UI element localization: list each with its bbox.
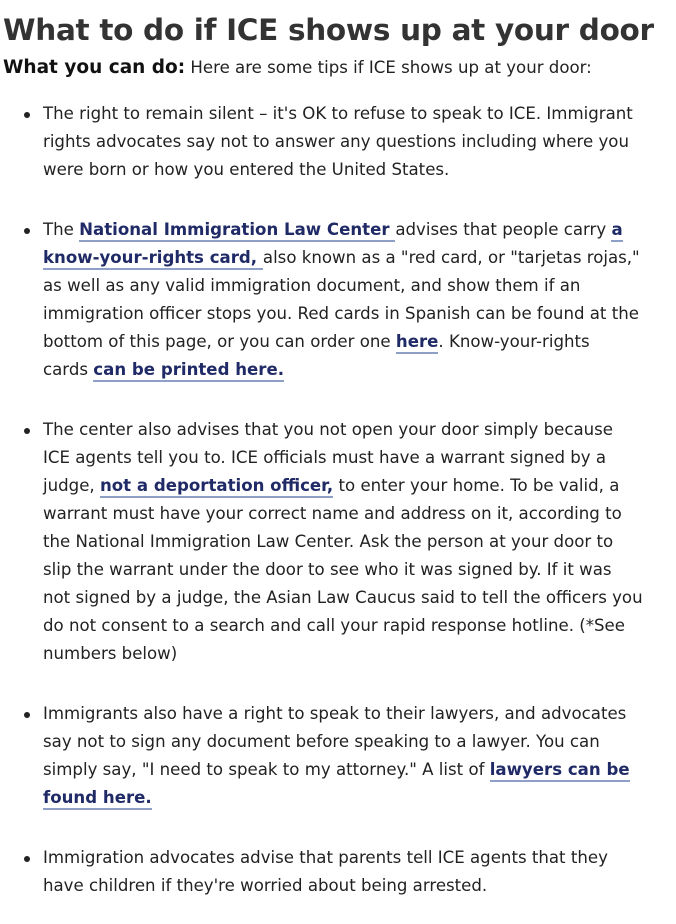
list-item-lawyers	[3, 700, 676, 812]
tip-text: . Know-your-rights	[438, 332, 590, 351]
tip-line	[43, 472, 672, 500]
tip-line	[43, 756, 672, 784]
tip-line: have children if they're worried about being arrested.	[43, 876, 488, 895]
tip-line: rights advocates say not to answer any questions including where you	[43, 132, 629, 151]
list-item-red-card	[3, 216, 676, 384]
tip-line: numbers below)	[43, 644, 178, 663]
tip-line: not signed by a judge, the Asian Law Caucus said to tell the officers you	[43, 588, 643, 607]
order-red-card-here-link[interactable]: here	[396, 332, 439, 354]
know-your-rights-card-link[interactable]: know-your-rights card,	[43, 248, 263, 270]
tip-line: The right to remain silent – it's OK to refuse to speak to ICE. Immigrant	[43, 104, 633, 123]
list-item-children	[3, 844, 676, 900]
lede-text: Here are some tips if ICE shows up at your door:	[190, 58, 592, 77]
bullet-dot	[24, 712, 30, 718]
tip-line: the National Immigration Law Center. Ask the person at your door to	[43, 532, 614, 551]
tip-line	[43, 356, 672, 384]
know-your-rights-card-link[interactable]: a	[611, 220, 622, 242]
tip-text: advises that people carry	[395, 220, 612, 239]
tip-line: were born or how you entered the United States.	[43, 160, 450, 179]
tip-line: say not to sign any document before speaking to a lawyer. You can	[43, 732, 600, 751]
nilc-link[interactable]: National Immigration Law Center	[79, 220, 395, 242]
tip-line	[43, 244, 672, 272]
tip-line	[43, 328, 672, 356]
bullet-dot	[24, 428, 30, 434]
tip-line: Immigration advocates advise that parents tell ICE agents that they	[43, 848, 608, 867]
list-item-warrant	[3, 416, 676, 668]
tip-line: Immigrants also have a right to speak to their lawyers, and advocates	[43, 704, 627, 723]
list-item-remain-silent	[3, 100, 676, 184]
lede	[3, 54, 676, 82]
tips-list	[3, 100, 676, 900]
article-title: What to do if ICE shows up at your door	[3, 13, 654, 47]
tip-line: slip the warrant under the door to see who it was signed by. If it was	[43, 560, 612, 579]
bullet-dot	[24, 856, 30, 862]
bullet-dot	[24, 112, 30, 118]
printed-cards-link[interactable]: can be printed here.	[93, 360, 284, 382]
tip-line: warrant must have your correct name and address on it, according to	[43, 504, 622, 523]
tip-text: also known as a "red card, or "tarjetas rojas,"	[262, 248, 640, 267]
tip-text: The	[43, 220, 80, 239]
tip-text: simply say, "I need to speak to my attorney." A list of	[43, 760, 490, 779]
tip-line: The center also advises that you not open your door simply because	[43, 420, 614, 439]
lawyers-list-link[interactable]: found here.	[43, 788, 152, 810]
tip-text: to enter your home. To be valid, a	[333, 476, 620, 495]
tip-line	[43, 784, 672, 812]
lawyers-list-link[interactable]: lawyers can be	[490, 760, 630, 782]
deportation-officer-link[interactable]: not a deportation officer,	[100, 476, 333, 498]
lede-label: What you can do:	[3, 57, 186, 78]
tip-line	[43, 216, 672, 244]
tip-line: do not consent to a search and call your rapid response hotline. (*See	[43, 616, 625, 635]
tip-text: judge,	[43, 476, 100, 495]
tip-text: bottom of this page, or you can order one	[43, 332, 396, 351]
tip-line: ICE agents tell you to. ICE officials must have a warrant signed by a	[43, 448, 607, 467]
bullet-dot	[24, 228, 30, 234]
tip-line: immigration officer stops you. Red cards in Spanish can be found at the	[43, 304, 639, 323]
tip-text: cards	[43, 360, 94, 379]
tip-line: as well as any valid immigration document, and show them if an	[43, 276, 581, 295]
